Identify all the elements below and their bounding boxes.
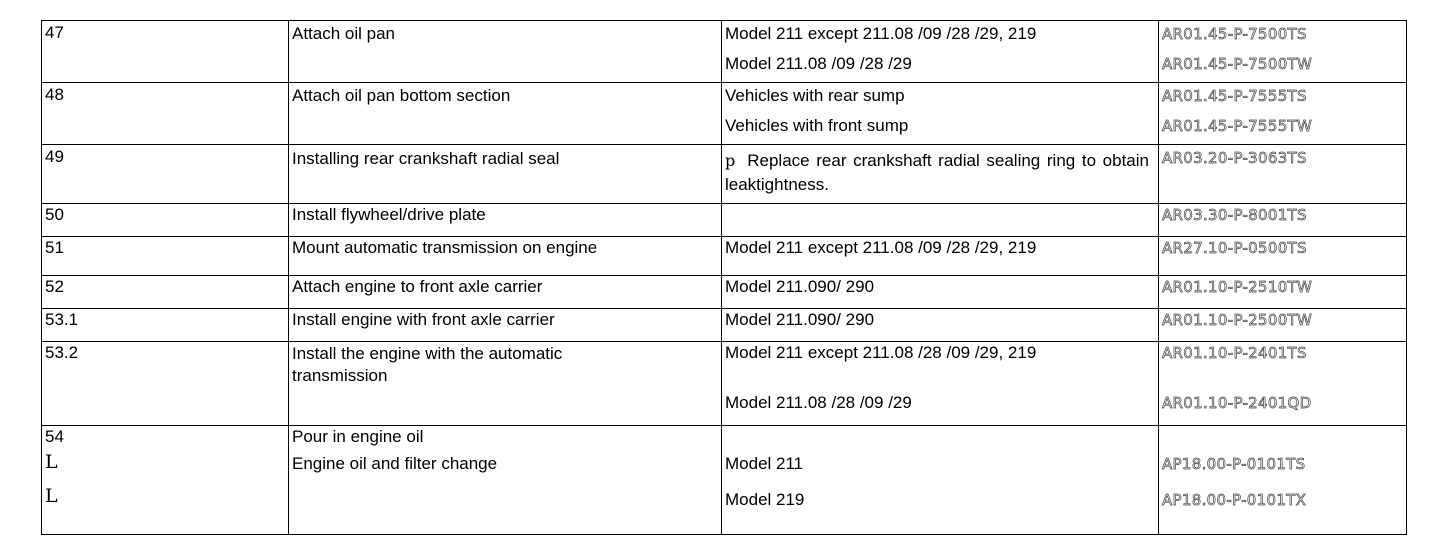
table-row xyxy=(42,342,1407,426)
step-models: Vehicles with rear sump Vehicles with front sump xyxy=(722,83,1159,145)
step-number: 50 xyxy=(42,204,289,237)
step-description: Install flywheel/drive plate xyxy=(289,204,722,237)
step-models: Model 211 except 211.08 /09 /28 /29, 219 xyxy=(722,237,1159,276)
step-models: Model 211 Model 219 xyxy=(722,426,1159,535)
step-references xyxy=(1159,83,1407,145)
step-number: 54 L L xyxy=(42,426,289,535)
step-references xyxy=(1159,204,1407,237)
procedure-table xyxy=(41,20,1407,535)
table-row xyxy=(42,276,1407,309)
reference-link[interactable]: AR01.45-P-7555TS xyxy=(1162,87,1307,105)
step-number: 48 xyxy=(42,83,289,145)
step-number: 53.2 xyxy=(42,342,289,426)
step-references xyxy=(1159,342,1407,426)
table-row xyxy=(42,426,1407,535)
step-references xyxy=(1159,276,1407,309)
step-number: 52 xyxy=(42,276,289,309)
reference-link[interactable]: AR27.10-P-0500TS xyxy=(1162,239,1307,257)
step-models: Model 211 except 211.08 /28 /09 /29, 219 Model 211.08 /28 /09 /29 xyxy=(722,342,1159,426)
reference-link[interactable]: AR01.10-P-2510TW xyxy=(1162,278,1313,296)
step-description: Attach engine to front axle carrier xyxy=(289,276,722,309)
reference-link[interactable]: AR01.10-P-2401TS xyxy=(1162,344,1307,362)
step-models: Model 211 except 211.08 /09 /28 /29, 219 Model 211.08 /09 /28 /29 xyxy=(722,21,1159,83)
reference-link[interactable]: AR03.20-P-3063TS xyxy=(1162,149,1307,167)
table-row xyxy=(42,309,1407,342)
link-icon: L xyxy=(45,451,58,473)
step-models xyxy=(722,145,1159,204)
step-references xyxy=(1159,145,1407,204)
step-description: Attach oil pan bottom section xyxy=(289,83,722,145)
reference-link[interactable]: AR01.45-P-7500TS xyxy=(1162,25,1307,43)
step-description: Install the engine with the automatic transmission xyxy=(289,342,722,426)
step-references xyxy=(1159,309,1407,342)
reference-link[interactable]: AR01.45-P-7500TW xyxy=(1162,55,1313,73)
step-description: Install engine with front axle carrier xyxy=(289,309,722,342)
step-number: 49 xyxy=(42,145,289,204)
reference-link[interactable]: AR01.10-P-2500TW xyxy=(1162,311,1313,329)
step-description: Attach oil pan xyxy=(289,21,722,83)
step-number: 53.1 xyxy=(42,309,289,342)
step-models: Model 211.090/ 290 xyxy=(722,276,1159,309)
note-text: Replace rear crankshaft radial sealing ring to obtain leaktightness. xyxy=(725,151,1149,194)
step-models: Model 211.090/ 290 xyxy=(722,309,1159,342)
reference-link[interactable]: AP18.00-P-0101TX xyxy=(1162,491,1307,509)
reference-link[interactable]: AR01.45-P-7555TW xyxy=(1162,117,1313,135)
step-number: 47 xyxy=(42,21,289,83)
table-row xyxy=(42,83,1407,145)
table-row xyxy=(42,204,1407,237)
step-models xyxy=(722,204,1159,237)
step-description: Installing rear crankshaft radial seal xyxy=(289,145,722,204)
step-references xyxy=(1159,21,1407,83)
step-references xyxy=(1159,237,1407,276)
reference-link[interactable]: AR03.30-P-8001TS xyxy=(1162,206,1307,224)
link-icon: L xyxy=(45,485,58,507)
step-references xyxy=(1159,426,1407,535)
table-row xyxy=(42,21,1407,83)
step-description: Mount automatic transmission on engine xyxy=(289,237,722,276)
reference-link[interactable]: AP18.00-P-0101TS xyxy=(1162,455,1306,473)
note-icon: p xyxy=(725,151,736,170)
step-number: 51 xyxy=(42,237,289,276)
step-description: Pour in engine oil Engine oil and filter change xyxy=(289,426,722,535)
reference-link[interactable]: AR01.10-P-2401QD xyxy=(1162,394,1312,412)
table-row xyxy=(42,145,1407,204)
table-row xyxy=(42,237,1407,276)
